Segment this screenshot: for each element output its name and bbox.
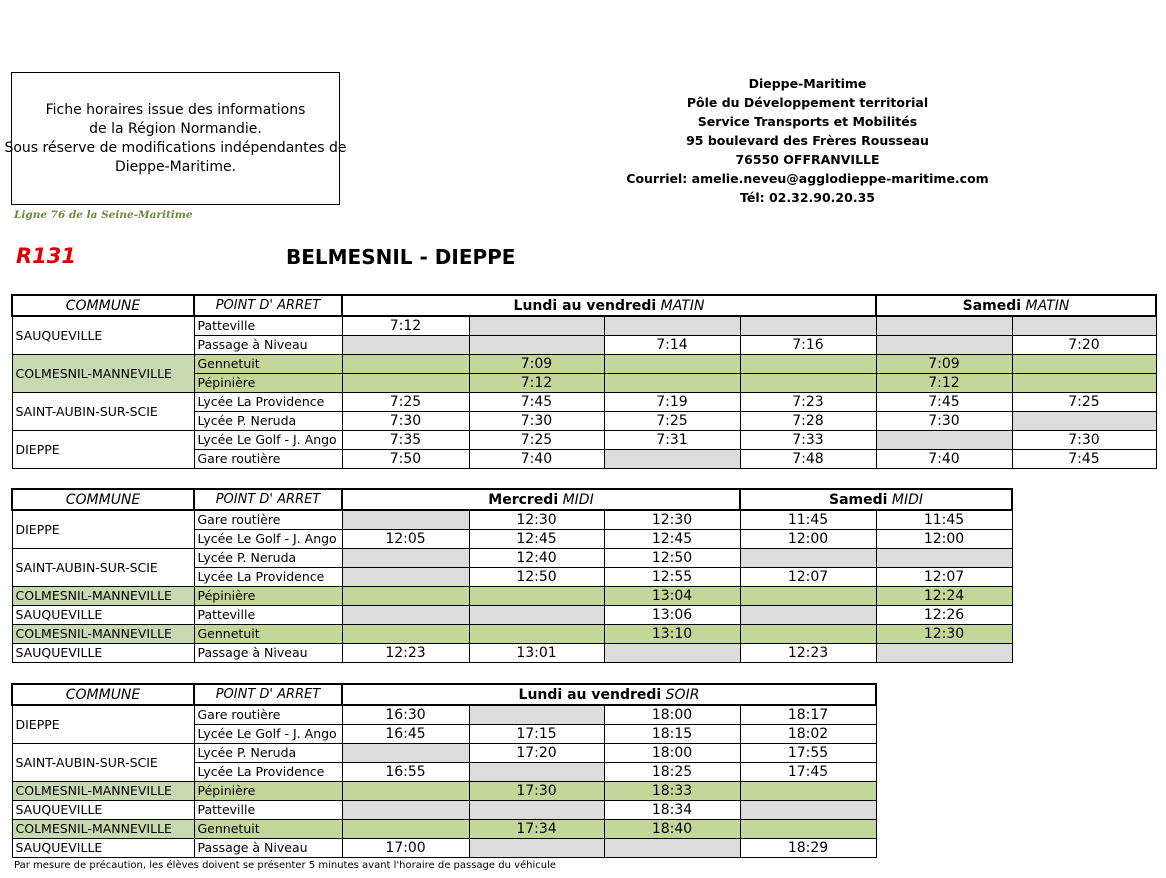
time-cell: 7:12 [342,316,469,336]
contact-email: Courriel: amelie.neveu@agglodieppe-maritime.com [626,171,989,186]
time-cell: 16:45 [342,725,469,744]
line-note: Ligne 76 de la Seine-Maritime [14,209,193,221]
period-header: Lundi au vendredi SOIR [342,684,876,705]
table-row [12,316,1156,336]
time-cell: 12:00 [740,530,876,549]
table-row [12,820,876,839]
time-cell: 12:24 [876,587,1012,606]
commune-cell: SAUQUEVILLE [12,606,194,625]
commune-cell: COLMESNIL-MANNEVILLE [12,820,194,839]
commune-cell: COLMESNIL-MANNEVILLE [12,782,194,801]
time-cell [342,801,469,820]
time-cell [342,625,469,644]
time-cell: 7:30 [342,412,469,431]
time-cell: 7:45 [1012,450,1156,469]
header-commune: COMMUNE [12,684,194,705]
commune-cell: SAINT-AUBIN-SUR-SCIE [12,393,194,431]
table-row [12,801,876,820]
time-cell: 12:26 [876,606,1012,625]
time-cell: 7:14 [604,336,740,355]
table-row [12,782,876,801]
time-cell [876,549,1012,568]
time-cell: 7:31 [604,431,740,450]
time-cell [469,625,604,644]
time-cell [740,355,876,374]
time-cell: 17:20 [469,744,604,763]
time-cell: 7:35 [342,431,469,450]
time-cell: 7:30 [1012,431,1156,450]
time-cell [1012,316,1156,336]
table-row [12,549,1012,568]
time-cell: 7:12 [876,374,1012,393]
stop-cell: Passage à Niveau [194,336,342,355]
time-cell [1012,355,1156,374]
time-cell: 18:02 [740,725,876,744]
time-cell: 7:30 [876,412,1012,431]
stop-cell: Patteville [194,316,342,336]
time-cell: 12:50 [604,549,740,568]
time-cell: 7:16 [740,336,876,355]
header-stop: POINT D' ARRET [194,295,342,316]
time-cell: 12:23 [740,644,876,663]
table-row [12,625,1012,644]
time-cell: 7:09 [876,355,1012,374]
table-row [12,606,1012,625]
stop-cell: Pépinière [194,587,342,606]
time-cell [342,744,469,763]
time-cell [740,782,876,801]
stop-cell: Gare routière [194,705,342,725]
stop-cell: Lycée P. Neruda [194,412,342,431]
contact-block [590,74,1025,207]
stop-cell: Lycée La Providence [194,393,342,412]
time-cell [876,336,1012,355]
commune-cell: SAINT-AUBIN-SUR-SCIE [12,549,194,587]
footnote: Par mesure de précaution, les élèves doivent se présenter 5 minutes avant l'horaire de passage du véhicule [14,860,557,871]
stop-cell: Gennetuit [194,355,342,374]
commune-cell: SAUQUEVILLE [12,316,194,355]
disclaimer-line: Fiche horaires issue des informations [45,101,306,118]
time-cell: 7:45 [469,393,604,412]
table-row [12,705,876,725]
time-cell [604,450,740,469]
time-cell: 7:28 [740,412,876,431]
table-row [12,355,1156,374]
time-cell: 17:00 [342,839,469,858]
time-cell [740,587,876,606]
time-cell: 11:45 [876,510,1012,530]
stop-cell: Passage à Niveau [194,644,342,663]
time-cell: 16:30 [342,705,469,725]
period-header: Mercredi MIDI [342,489,740,510]
time-cell: 12:30 [604,510,740,530]
contact-phone: Tél: 02.32.90.20.35 [740,190,875,205]
table-row [12,644,1012,663]
table-row [12,393,1156,412]
contact-service: Service Transports et Mobilités [697,114,918,129]
time-cell: 7:25 [604,412,740,431]
time-cell [604,316,740,336]
header-stop: POINT D' ARRET [194,489,342,510]
time-cell [876,316,1012,336]
time-cell [604,839,740,858]
time-cell [740,625,876,644]
time-cell: 17:15 [469,725,604,744]
time-cell [740,374,876,393]
time-cell: 18:40 [604,820,740,839]
time-cell: 13:01 [469,644,604,663]
time-cell [469,336,604,355]
commune-cell: SAUQUEVILLE [12,644,194,663]
time-cell: 12:45 [604,530,740,549]
time-cell [342,549,469,568]
stop-cell: Lycée P. Neruda [194,549,342,568]
header-stop: POINT D' ARRET [194,684,342,705]
stop-cell: Lycée Le Golf - J. Ango [194,530,342,549]
time-cell [1012,374,1156,393]
time-cell: 7:25 [1012,393,1156,412]
commune-cell: COLMESNIL-MANNEVILLE [12,355,194,393]
time-cell: 7:19 [604,393,740,412]
time-cell: 11:45 [740,510,876,530]
time-cell [342,355,469,374]
timetable-midday [11,488,1013,663]
time-cell: 13:10 [604,625,740,644]
time-cell: 16:55 [342,763,469,782]
stop-cell: Pépinière [194,374,342,393]
time-cell: 7:30 [469,412,604,431]
time-cell [342,510,469,530]
time-cell: 12:50 [469,568,604,587]
time-cell: 18:00 [604,744,740,763]
time-cell [469,316,604,336]
disclaimer-box [4,72,347,205]
time-cell [469,587,604,606]
commune-cell: DIEPPE [12,705,194,744]
stop-cell: Lycée La Providence [194,763,342,782]
time-cell [342,606,469,625]
contact-city: 76550 OFFRANVILLE [735,152,880,167]
time-cell: 13:04 [604,587,740,606]
stop-cell: Patteville [194,606,342,625]
time-cell: 12:30 [876,625,1012,644]
time-cell: 12:55 [604,568,740,587]
commune-cell: DIEPPE [12,431,194,469]
time-cell [604,355,740,374]
route-title: BELMESNIL - DIEPPE [286,245,516,269]
time-cell: 12:07 [740,568,876,587]
time-cell: 17:30 [469,782,604,801]
time-cell [342,820,469,839]
time-cell: 7:12 [469,374,604,393]
time-cell: 18:29 [740,839,876,858]
time-cell: 7:25 [469,431,604,450]
time-cell [604,644,740,663]
time-cell [740,606,876,625]
header-commune: COMMUNE [12,489,194,510]
period-header: Samedi MIDI [740,489,1012,510]
time-cell: 7:09 [469,355,604,374]
time-cell: 17:34 [469,820,604,839]
time-cell: 7:23 [740,393,876,412]
time-cell [342,336,469,355]
table-row [12,587,1012,606]
time-cell [740,820,876,839]
time-cell: 7:50 [342,450,469,469]
time-cell [1012,412,1156,431]
time-cell [469,705,604,725]
time-cell: 17:45 [740,763,876,782]
time-cell: 7:40 [469,450,604,469]
commune-cell: SAUQUEVILLE [12,801,194,820]
contact-street: 95 boulevard des Frères Rousseau [686,133,929,148]
time-cell [740,316,876,336]
timetable-evening [11,683,877,858]
time-cell: 18:17 [740,705,876,725]
stop-cell: Lycée P. Neruda [194,744,342,763]
time-cell: 13:06 [604,606,740,625]
time-cell [342,374,469,393]
stop-cell: Patteville [194,801,342,820]
time-cell [342,568,469,587]
stop-cell: Gennetuit [194,820,342,839]
commune-cell: SAINT-AUBIN-SUR-SCIE [12,744,194,782]
time-cell [342,587,469,606]
disclaimer-line: Dieppe-Maritime. [114,158,237,175]
disclaimer-line: de la Région Normandie. [89,120,262,137]
time-cell [604,374,740,393]
time-cell: 12:00 [876,530,1012,549]
time-cell: 12:05 [342,530,469,549]
time-cell: 18:25 [604,763,740,782]
time-cell: 17:55 [740,744,876,763]
time-cell [876,431,1012,450]
contact-dept: Pôle du Développement territorial [686,95,929,110]
stop-cell: Lycée Le Golf - J. Ango [194,431,342,450]
time-cell: 18:33 [604,782,740,801]
stop-cell: Lycée Le Golf - J. Ango [194,725,342,744]
time-cell [342,782,469,801]
commune-cell: SAUQUEVILLE [12,839,194,858]
time-cell: 7:33 [740,431,876,450]
time-cell: 18:15 [604,725,740,744]
table-row [12,510,1012,530]
timetable-morning [11,294,1157,469]
table-row [12,744,876,763]
header-commune: COMMUNE [12,295,194,316]
stop-cell: Gennetuit [194,625,342,644]
time-cell: 12:07 [876,568,1012,587]
time-cell: 12:30 [469,510,604,530]
time-cell: 12:23 [342,644,469,663]
commune-cell: COLMESNIL-MANNEVILLE [12,587,194,606]
time-cell: 7:48 [740,450,876,469]
time-cell [876,644,1012,663]
time-cell: 18:34 [604,801,740,820]
time-cell [469,606,604,625]
stop-cell: Gare routière [194,450,342,469]
stop-cell: Pépinière [194,782,342,801]
contact-org: Dieppe-Maritime [748,76,867,91]
time-cell [469,801,604,820]
time-cell: 7:20 [1012,336,1156,355]
time-cell [469,763,604,782]
period-header: Lundi au vendredi MATIN [342,295,876,316]
time-cell: 12:45 [469,530,604,549]
commune-cell: COLMESNIL-MANNEVILLE [12,625,194,644]
time-cell [740,549,876,568]
time-cell [469,839,604,858]
table-row [12,839,876,858]
time-cell: 7:25 [342,393,469,412]
period-header: Samedi MATIN [876,295,1156,316]
table-row [12,431,1156,450]
disclaimer-line: Sous réserve de modifications indépendantes de [4,139,347,156]
time-cell [740,801,876,820]
time-cell: 7:45 [876,393,1012,412]
stop-cell: Passage à Niveau [194,839,342,858]
stop-cell: Lycée La Providence [194,568,342,587]
commune-cell: DIEPPE [12,510,194,549]
time-cell: 7:40 [876,450,1012,469]
time-cell: 12:40 [469,549,604,568]
route-code: R131 [16,244,77,268]
time-cell: 18:00 [604,705,740,725]
stop-cell: Gare routière [194,510,342,530]
